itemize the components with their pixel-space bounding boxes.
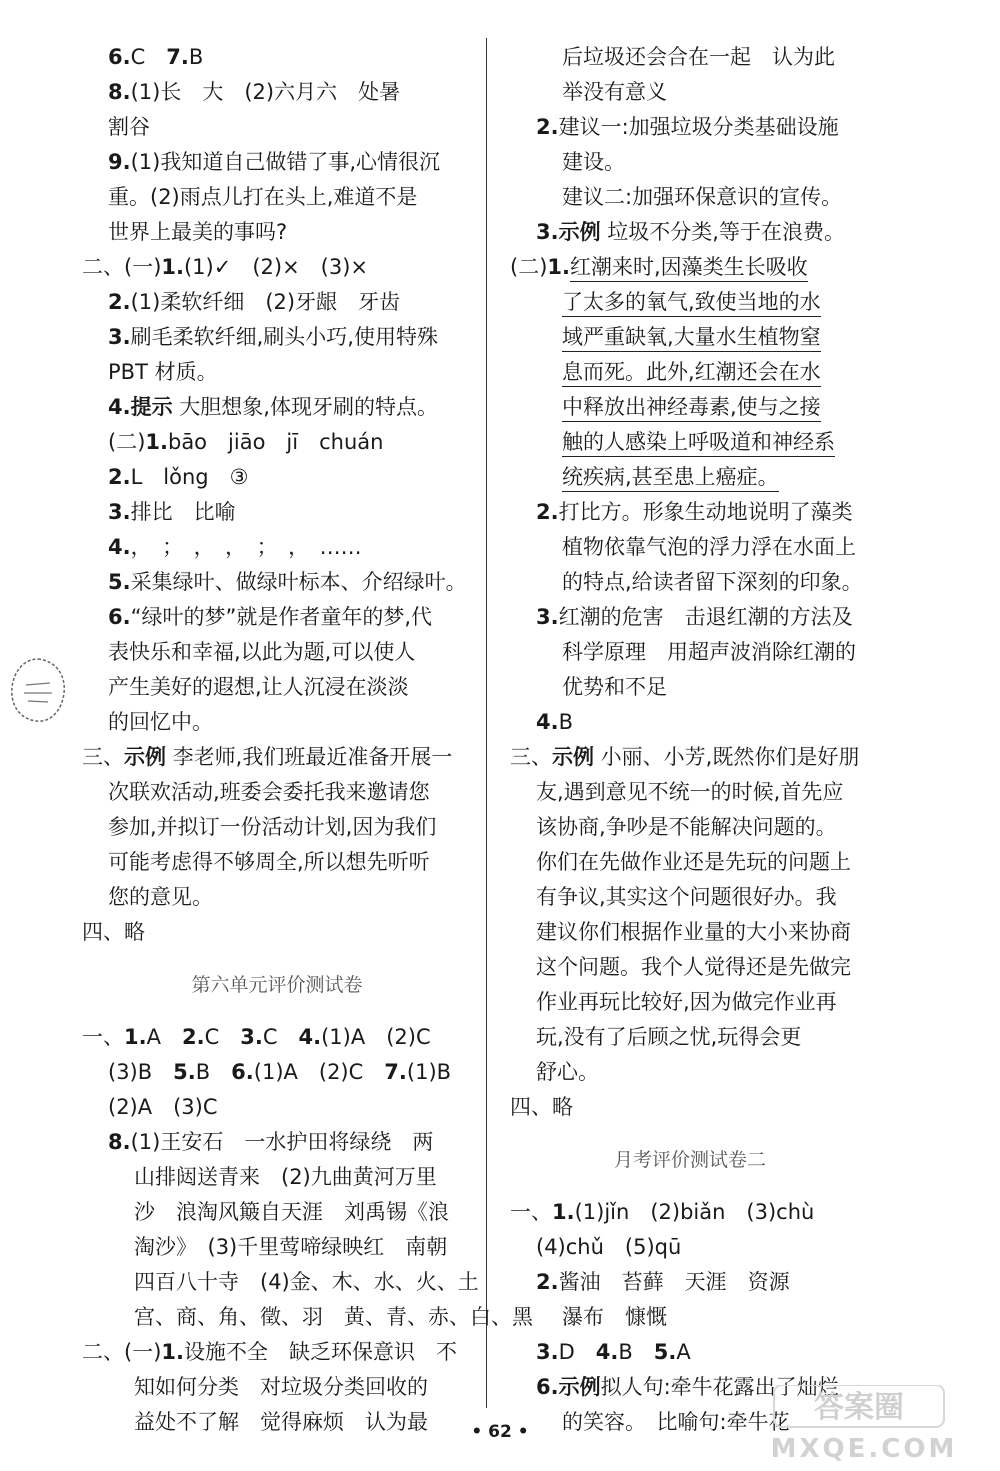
answer-line: [82, 1160, 472, 1195]
answer-text: L lǒng ③: [130, 465, 249, 489]
answer-line: [82, 40, 472, 75]
answer-text: 设施不全 缺乏环保意识 不: [183, 1340, 457, 1364]
answer-line: [82, 670, 472, 705]
answer-text: 瀑布 慷慨: [562, 1305, 667, 1329]
answer-line: [82, 180, 472, 215]
answer-number: 1.: [547, 255, 570, 279]
answer-text: 四、略: [82, 920, 145, 944]
answer-text: B: [195, 1060, 232, 1084]
answer-number: 4.: [108, 395, 131, 419]
answer-text: 建议二:加强环保意识的宣传。: [562, 185, 843, 209]
answer-line: [510, 670, 870, 705]
answer-text: 舒心。: [536, 1060, 599, 1084]
answer-text: 拟人句:牵牛花露出了灿烂: [600, 1375, 839, 1399]
answer-text: (二): [510, 255, 548, 279]
answer-text: 沙 浪淘风簸自天涯 刘禹锡《浪: [134, 1200, 449, 1224]
answer-number: 3.: [108, 500, 131, 524]
answer-number: 3.: [536, 220, 559, 244]
answer-line: [510, 460, 870, 495]
answer-line: [510, 1335, 870, 1370]
answer-number: 提示: [130, 395, 173, 419]
answer-line: [82, 460, 472, 495]
answer-line: [510, 1300, 870, 1335]
answer-number: 2.: [181, 1025, 205, 1049]
answer-text: 刷毛柔软纤细,刷头小巧,使用特殊: [130, 325, 438, 349]
page-number: • 62 •: [471, 1422, 529, 1442]
answer-number: 4.: [298, 1025, 322, 1049]
answer-line: [82, 495, 472, 530]
answer-text: 的回忆中。: [108, 710, 213, 734]
answer-number: 1.: [161, 255, 184, 279]
answer-line: [82, 1335, 472, 1370]
answer-line: [510, 565, 870, 600]
answer-text: C: [130, 45, 167, 69]
answer-line: [82, 600, 472, 635]
answer-text: C: [262, 1025, 299, 1049]
answer-text: 世界上最美的事吗?: [108, 220, 288, 244]
answer-text: 作业再玩比较好,因为做完作业再: [536, 990, 837, 1014]
answer-text: 这个问题。我个人觉得还是先做完: [536, 955, 851, 979]
answer-text: 采集绿叶、做绿叶标本、介绍绿叶。: [130, 570, 467, 594]
answer-number: 6.: [231, 1060, 254, 1084]
answer-line: [510, 145, 870, 180]
answer-number: 示例: [552, 745, 594, 769]
answer-number: 2.: [108, 290, 131, 314]
answer-text: 垃圾不分类,等于在浪费。: [600, 220, 845, 244]
answer-number: 3.: [536, 1340, 559, 1364]
answer-line: [82, 320, 472, 355]
answer-line: [510, 1055, 870, 1090]
answer-text: 李老师,我们班最近准备开展一: [166, 745, 453, 769]
answer-text: A: [676, 1340, 691, 1364]
stamp-seal: [6, 655, 70, 727]
answer-number: 3.: [108, 325, 131, 349]
answer-line: [82, 1090, 472, 1125]
answer-line: [82, 740, 472, 775]
answer-text: 植物依靠气泡的浮力浮在水面上: [562, 535, 856, 559]
answer-text: 您的意见。: [108, 885, 213, 909]
answer-line: [510, 705, 870, 740]
answer-line: [82, 425, 472, 460]
answer-text: (1)柔软纤细 (2)牙龈 牙齿: [130, 290, 401, 314]
answer-number: 2.: [536, 500, 559, 524]
answer-line: [82, 1125, 472, 1160]
answer-text: 玩,没有了后顾之忧,玩得会更: [536, 1025, 802, 1049]
answer-text: (1)王安石 一水护田将绿绕 两: [130, 1130, 434, 1154]
answer-number: 示例: [558, 220, 601, 244]
answer-text: (1)A (2)C: [321, 1025, 431, 1049]
answer-text: 你们在先做作业还是先玩的问题上: [536, 850, 851, 874]
answer-text: D: [558, 1340, 596, 1364]
section-heading: 第六单元评价测试卷: [191, 974, 363, 996]
answer-line: [510, 285, 870, 320]
answer-text: 山排闼送青来 (2)九曲黄河万里: [134, 1165, 437, 1189]
answer-line: [82, 530, 472, 565]
answer-text: 一、: [82, 1025, 124, 1049]
answer-number: 9.: [108, 150, 131, 174]
answer-text: (3)B: [108, 1060, 174, 1084]
answer-text: 可能考虑得不够周全,所以想先听听: [108, 850, 430, 874]
watermark-logo: [734, 1385, 994, 1465]
answer-line: [510, 775, 870, 810]
answer-line: [82, 705, 472, 740]
answer-text: (1)✓ (2)× (3)×: [183, 255, 369, 279]
answer-text: 三、: [82, 745, 124, 769]
answer-text: B: [558, 710, 574, 734]
answer-text: C: [204, 1025, 241, 1049]
answer-text: 表快乐和幸福,以此为题,可以使人: [108, 640, 416, 664]
answer-line: [510, 740, 870, 775]
answer-line: [82, 565, 472, 600]
answer-line: [82, 110, 472, 145]
answer-text: 优势和不足: [562, 675, 667, 699]
answer-number: 4.: [536, 710, 559, 734]
answer-line: [510, 1090, 870, 1125]
watermark-text: 答案圈: [814, 1390, 904, 1425]
answer-number: 5.: [173, 1060, 196, 1084]
answer-line: [82, 145, 472, 180]
answer-number: 5.: [653, 1340, 677, 1364]
answer-text: 参加,并拟订一份活动计划,因为我们: [108, 815, 437, 839]
answer-line: [510, 810, 870, 845]
answer-line: [510, 320, 870, 355]
answer-number: 示例: [124, 745, 166, 769]
answer-text: “绿叶的梦”就是作者童年的梦,代: [130, 605, 433, 629]
answer-number: 5.: [108, 570, 131, 594]
answer-number: 7.: [166, 45, 189, 69]
answer-number: 3.: [240, 1025, 263, 1049]
answer-line: [510, 1265, 870, 1300]
answer-line: [510, 635, 870, 670]
answer-line: [510, 355, 870, 390]
answer-line: [510, 495, 870, 530]
answer-line: [82, 775, 472, 810]
answer-line: [510, 390, 870, 425]
answer-text: (二): [108, 430, 146, 454]
answer-line: [510, 1230, 870, 1265]
answer-line: [82, 1300, 533, 1335]
answer-text: 的特点,给读者留下深刻的印象。: [562, 570, 863, 594]
answer-text: 益处不了解 觉得麻烦 认为最: [134, 1410, 428, 1434]
answer-text: 建议一:加强垃圾分类基础设施: [558, 115, 839, 139]
answer-line: [82, 75, 472, 110]
answer-line: [510, 530, 870, 565]
answer-text: 宫、商、角、徵、羽 黄、青、赤、白、黑: [134, 1305, 533, 1329]
answer-number: 8.: [108, 80, 131, 104]
answer-line: [82, 1195, 472, 1230]
answer-text: 重。(2)雨点儿打在头上,难道不是: [108, 185, 418, 209]
answer-text: B: [188, 45, 204, 69]
answer-text: 产生美好的遐想,让人沉浸在淡淡: [108, 675, 409, 699]
answer-text: 的笑容。 比喻句:牵牛花: [562, 1410, 790, 1434]
column-divider: [486, 38, 487, 1408]
answer-text: bāo jiāo jī chuán: [167, 430, 384, 454]
answer-line: [82, 810, 472, 845]
answer-text: 四、略: [510, 1095, 573, 1119]
answer-number: 1.: [145, 430, 168, 454]
answer-text: 举没有意义: [562, 80, 667, 104]
answer-line: [510, 1195, 870, 1230]
answer-line: [82, 845, 472, 880]
answer-text: 建议你们根据作业量的大小来协商: [536, 920, 851, 944]
right-column: [510, 40, 870, 1440]
answer-number: 4.: [595, 1340, 619, 1364]
answer-text: PBT 材质。: [108, 360, 218, 384]
answer-text: 二、(一): [82, 255, 162, 279]
answer-text: 有争议,其实这个问题很好办。我: [536, 885, 837, 909]
answer-line: [510, 110, 870, 145]
section-heading: 月考评价测试卷二: [613, 1149, 766, 1171]
answer-number: 4.: [108, 535, 131, 559]
answer-number: 3.: [536, 605, 559, 629]
answer-text: 了太多的氧气,致使当地的水: [562, 290, 821, 317]
answer-number: 6.: [108, 605, 131, 629]
answer-number: 6.: [108, 45, 131, 69]
answer-text: 知如何分类 对垃圾分类回收的: [134, 1375, 428, 1399]
answer-line: [82, 1370, 472, 1405]
answer-line: [510, 915, 870, 950]
answer-text: 建设。: [562, 150, 625, 174]
answer-text: 一、: [510, 1200, 552, 1224]
answer-text: 中释放出神经毒素,使与之接: [562, 395, 821, 422]
answer-line: [82, 1020, 472, 1055]
answer-text: 友,遇到意见不统一的时候,首先应: [536, 780, 844, 804]
answer-line: [510, 845, 870, 880]
answer-text: 小丽、小芳,既然你们是好朋: [594, 745, 860, 769]
answer-line: [82, 635, 472, 670]
answer-text: B: [618, 1340, 654, 1364]
answer-line: [510, 75, 870, 110]
answer-text: (1)A (2)C: [253, 1060, 385, 1084]
answer-line: [510, 950, 870, 985]
answer-number: 1.: [552, 1200, 575, 1224]
answer-text: (2)A (3)C: [108, 1095, 218, 1119]
answer-number: 2.: [108, 465, 131, 489]
answer-text: 三、: [510, 745, 552, 769]
answer-text: 红潮来时,因藻类生长吸收: [570, 255, 808, 282]
answer-line: [510, 1020, 870, 1055]
answer-number: 2.: [536, 1270, 559, 1294]
answer-line: [510, 425, 870, 460]
answer-text: (1)我知道自己做错了事,心情很沉: [130, 150, 441, 174]
answer-text: 触的人感染上呼吸道和神经系: [562, 430, 835, 457]
answer-number: 示例: [558, 1375, 601, 1399]
answer-line: [82, 390, 472, 425]
answer-line: [82, 880, 472, 915]
answer-text: 红潮的危害 击退红潮的方法及: [558, 605, 853, 629]
watermark-url: MXQE.COM: [770, 1434, 958, 1464]
answer-line: [82, 915, 472, 950]
answer-text: 四百八十寺 (4)金、木、水、火、土: [134, 1270, 479, 1294]
answer-text: 统疾病,甚至患上癌症。: [562, 465, 779, 492]
answer-text: A: [146, 1025, 182, 1049]
answer-line: [82, 1265, 479, 1300]
answer-line: [82, 215, 472, 250]
answer-number: 1.: [124, 1025, 147, 1049]
answer-line: [510, 180, 870, 215]
answer-text: (1)长 大 (2)六月六 处暑: [130, 80, 401, 104]
answer-text: 割谷: [108, 115, 150, 139]
answer-text: 二、(一): [82, 1340, 162, 1364]
answer-text: (1)B: [406, 1060, 452, 1084]
answer-text: 息而死。此外,红潮还会在水: [562, 360, 821, 387]
answer-text: 该协商,争吵是不能解决问题的。: [536, 815, 837, 839]
answer-text: 后垃圾还会合在一起 认为此: [562, 45, 835, 69]
answer-text: 次联欢活动,班委会委托我来邀请您: [108, 780, 430, 804]
answer-text: 淘沙》 (3)千里莺啼绿映红 南朝: [134, 1235, 448, 1259]
answer-text: (1)jǐn (2)biǎn (3)chù: [574, 1200, 815, 1224]
answer-line: [510, 215, 870, 250]
answer-line: [510, 250, 870, 285]
answer-text: ， ； ， ， ； ， ……: [130, 535, 362, 559]
answer-text: 排比 比喻: [130, 500, 236, 524]
answer-text: (4)chǔ (5)qū: [536, 1235, 682, 1259]
answer-line: [82, 355, 472, 390]
answer-line: [82, 1055, 472, 1090]
answer-number: 6.: [536, 1375, 559, 1399]
answer-line: [510, 880, 870, 915]
answer-line: [82, 1230, 472, 1265]
answer-text: 打比方。形象生动地说明了藻类: [558, 500, 853, 524]
answer-line: [82, 285, 472, 320]
answer-line: [82, 250, 472, 285]
answer-text: 大胆想象,体现牙刷的特点。: [172, 395, 438, 419]
answer-number: 8.: [108, 1130, 131, 1154]
answer-number: 7.: [384, 1060, 407, 1084]
answer-number: 1.: [161, 1340, 184, 1364]
answer-text: 域严重缺氧,大量水生植物窒: [562, 325, 821, 352]
answer-line: [510, 985, 870, 1020]
answer-number: 2.: [536, 115, 559, 139]
answer-text: 科学原理 用超声波消除红潮的: [562, 640, 856, 664]
answer-line: [510, 40, 870, 75]
answer-line: [510, 600, 870, 635]
answer-text: 酱油 苔藓 天涯 资源: [558, 1270, 790, 1294]
